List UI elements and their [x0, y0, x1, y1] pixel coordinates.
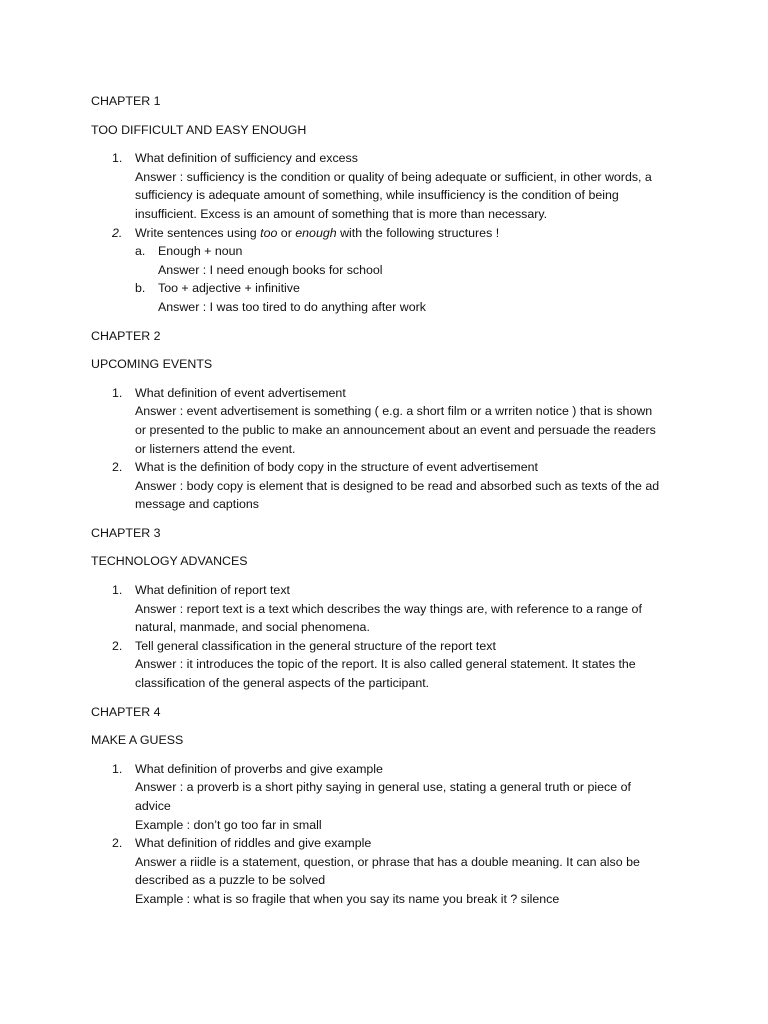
emphasis-enough: enough — [295, 225, 337, 240]
chapter-title: MAKE A GUESS — [91, 733, 184, 748]
list-item — [91, 581, 691, 637]
question-text: What definition of report text — [135, 583, 290, 598]
question-text: Tell general classification in the general structure of the report text — [135, 638, 496, 653]
question-text: What definition of sufficiency and excess — [135, 151, 358, 166]
chapter-2-section — [91, 327, 691, 514]
chapter-1-section — [91, 92, 691, 317]
question-number: 2. — [112, 460, 123, 475]
question-number: 2. — [112, 638, 123, 653]
chapter-heading: CHAPTER 1 — [91, 94, 161, 108]
list-item — [91, 834, 691, 908]
answer-line: or listerners attend the event. — [135, 441, 296, 456]
question-text-part: or — [277, 225, 296, 240]
chapter-heading: CHAPTER 4 — [91, 704, 161, 719]
answer-line: Answer : a proverb is a short pithy saying in general use, stating a general truth or piece of — [135, 780, 631, 795]
question-number: 1. — [112, 385, 123, 400]
question-list — [91, 581, 691, 693]
question-number: 2. — [112, 836, 123, 851]
answer-line: Answer : sufficiency is the condition or quality of being adequate or sufficient, in other words, a — [135, 169, 652, 184]
chapter-heading: CHAPTER 3 — [91, 525, 161, 540]
document-page — [91, 92, 691, 919]
question-number: 1. — [112, 583, 123, 598]
question-text: What definition of event advertisement — [135, 385, 346, 400]
sub-question-letter: a. — [135, 244, 146, 259]
example-line: Example : don’t go too far in small — [135, 817, 322, 832]
answer-line: Answer : event advertisement is something ( e.g. a short film or a wrriten notice ) that is shown — [135, 404, 653, 419]
question-number: 1. — [112, 761, 123, 776]
answer-line: natural, manmade, and social phenomena. — [135, 620, 370, 635]
question-text-part: Write sentences using — [135, 225, 261, 240]
question-list — [91, 384, 691, 514]
chapter-title: TOO DIFFICULT AND EASY ENOUGH — [91, 122, 307, 137]
question-text-part: with the following structures ! — [336, 225, 500, 240]
answer-line: Answer a riidle is a statement, question, or phrase that has a double meaning. It can also be — [135, 854, 640, 869]
answer-line: insufficient. Excess is an amount of something that is more than necessary. — [135, 206, 548, 221]
list-item — [91, 637, 691, 693]
list-item — [91, 149, 691, 223]
question-list — [91, 760, 691, 909]
answer-line: advice — [135, 799, 171, 813]
question-text: What definition of riddles and give example — [135, 836, 372, 851]
answer-line: Answer : I was too tired to do anything after work — [158, 299, 426, 314]
list-item — [135, 242, 691, 279]
answer-line: Answer : body copy is element that is designed to be read and absorbed such as texts of the ad — [135, 478, 660, 493]
question-text — [135, 224, 691, 243]
answer-line: or presented to the public to make an announcement about an event and persuade the readers — [135, 422, 656, 437]
answer-line: Answer : report text is a text which describes the way things are, with reference to a range of — [135, 601, 642, 616]
answer-line: described as a puzzle to be solved — [135, 873, 326, 888]
structure-text: Too + adjective + infinitive — [158, 281, 300, 296]
answer-line: sufficiency is adequate amount of something, while insufficiency is the condition of being — [135, 188, 619, 203]
answer-line: classification of the general aspects of the participant. — [135, 676, 430, 691]
list-item — [91, 760, 691, 834]
chapter-heading: CHAPTER 2 — [91, 328, 161, 343]
answer-line: Answer : it introduces the topic of the report. It is also called general statement. It states the — [135, 657, 636, 672]
sub-question-letter: b. — [135, 281, 146, 296]
chapter-title: TECHNOLOGY ADVANCES — [91, 554, 248, 569]
structure-text: Enough + noun — [158, 244, 243, 259]
list-item — [91, 224, 691, 317]
question-number: 1. — [112, 151, 123, 166]
example-line: Example : what is so fragile that when you say its name you break it ? silence — [135, 891, 560, 906]
question-text: What definition of proverbs and give example — [135, 761, 383, 776]
list-item — [91, 384, 691, 458]
answer-line: message and captions — [135, 497, 259, 512]
chapter-4-section — [91, 703, 691, 909]
chapter-3-section — [91, 524, 691, 693]
sub-question-list — [135, 242, 691, 316]
question-text: What is the definition of body copy in the structure of event advertisement — [135, 460, 538, 475]
question-list — [91, 149, 691, 316]
question-number: 2. — [112, 225, 123, 240]
chapter-title: UPCOMING EVENTS — [91, 357, 213, 372]
answer-line: Answer : I need enough books for school — [158, 262, 383, 277]
emphasis-too: too — [260, 225, 278, 240]
list-item — [91, 458, 691, 514]
list-item — [135, 279, 691, 316]
